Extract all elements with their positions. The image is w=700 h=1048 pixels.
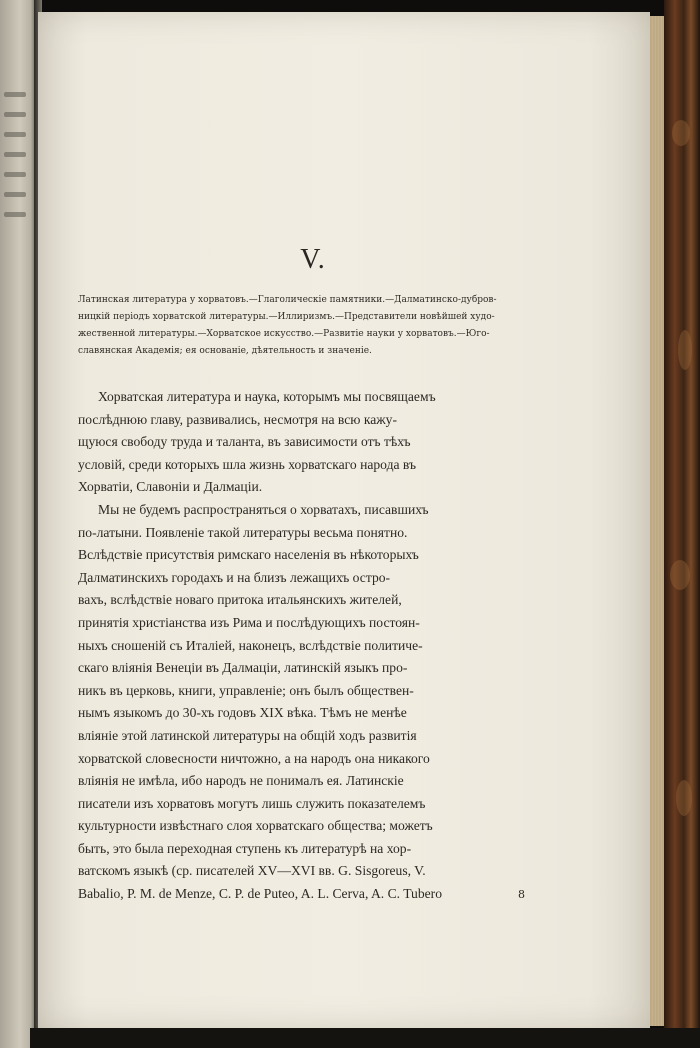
body-line: культурности извѣстнаго слоя хорватскаго общества; можетъ	[78, 818, 433, 834]
summary-line: Латинская литература у хорватовъ.—Глаголическіе памятники.—Далматинско-дубров-	[78, 295, 497, 305]
left-page-edge	[0, 0, 36, 1048]
body-line: Babalio, P. M. de Menze, C. P. de Puteo, A. L. Cerva, A. C. Tubero	[78, 886, 443, 902]
body-line: щуюся свободу труда и таланта, въ зависимости отъ тѣхъ	[78, 434, 411, 450]
left-page-text-mark	[4, 92, 26, 97]
summary-line: жественной литературы.—Хорватское искусство.—Развитіе науки у хорватовъ.—Юго-	[78, 329, 490, 339]
body-line: ныхъ сношеній съ Италіей, наконецъ, вслѣдствіе политиче-	[78, 637, 423, 653]
left-page-text-mark	[4, 132, 26, 137]
body-line: Вслѣдствіе присутствія римскаго населенія въ нѣкоторыхъ	[78, 547, 419, 563]
cover-texture	[678, 330, 692, 370]
left-page-text-mark	[4, 152, 26, 157]
body-line: послѣднюю главу, развивались, несмотря на всю кажу-	[78, 411, 398, 427]
body-line: Хорватская литература и наука, которымъ мы посвящаемъ	[98, 389, 436, 404]
body-line: вахъ, вслѣдствіе новаго притока итальянскихъ жителей,	[78, 592, 402, 608]
body-text	[78, 386, 552, 906]
body-line: ватскомъ языкѣ (ср. писателей XV—XVI вв. G. Sisgoreus, V.	[78, 863, 426, 879]
body-line: нымъ языкомъ до 30-хъ годовъ XIX вѣка. Тѣмъ не менѣе	[78, 705, 407, 721]
book-bottom-edge	[30, 1028, 700, 1048]
page-stack-edge	[648, 16, 664, 1026]
body-line: принятія христіанства изъ Рима и послѣдующихъ постоян-	[78, 614, 420, 630]
cover-texture	[676, 780, 692, 816]
left-page-text-mark	[4, 212, 26, 217]
book-page	[38, 12, 650, 1028]
left-page-text-mark	[4, 172, 26, 177]
left-page-text-mark	[4, 112, 26, 117]
body-line: никъ въ церковь, книги, управленіе; онъ былъ обществен-	[78, 682, 414, 698]
body-line: Далматинскихъ городахъ и на близъ лежащихъ остро-	[78, 569, 391, 585]
chapter-summary	[78, 292, 550, 360]
body-line: писатели изъ хорватовъ могутъ лишь служить показателемъ	[78, 795, 426, 811]
body-line: вліянія не имѣла, ибо народъ не понималъ ея. Латинскіе	[78, 773, 404, 789]
summary-line: славянская Академія; ея основаніе, дѣятельность и значеніе.	[78, 346, 372, 356]
page-number: 8	[518, 888, 525, 901]
chapter-number: V.	[300, 244, 326, 275]
body-line: условій, среди которыхъ шла жизнь хорватскаго народа въ	[78, 456, 417, 472]
body-line: Мы не будемъ распространяться о хорватахъ, писавшихъ	[98, 501, 429, 517]
cover-texture	[670, 560, 690, 590]
body-line: хорватской словесности ничтожно, а на народъ она никакого	[78, 750, 430, 766]
book-cover-edge	[664, 0, 700, 1048]
cover-texture	[672, 120, 690, 146]
left-page-text-mark	[4, 192, 26, 197]
body-line: быть, это была переходная ступень къ литературѣ на хор-	[78, 840, 412, 856]
body-line: Хорватіи, Славоніи и Далмаціи.	[78, 479, 263, 495]
body-line: скаго вліянія Венеціи въ Далмаціи, латинскій языкъ про-	[78, 660, 408, 676]
body-line: вліяніе этой латинской литературы на общій ходъ развитія	[78, 727, 417, 743]
summary-line: ницкій періодъ хорватской литературы.—Иллиризмъ.—Представители новѣйшей худо-	[78, 312, 495, 322]
body-line: по-латыни. Появленіе такой литературы весьма понятно.	[78, 524, 408, 540]
